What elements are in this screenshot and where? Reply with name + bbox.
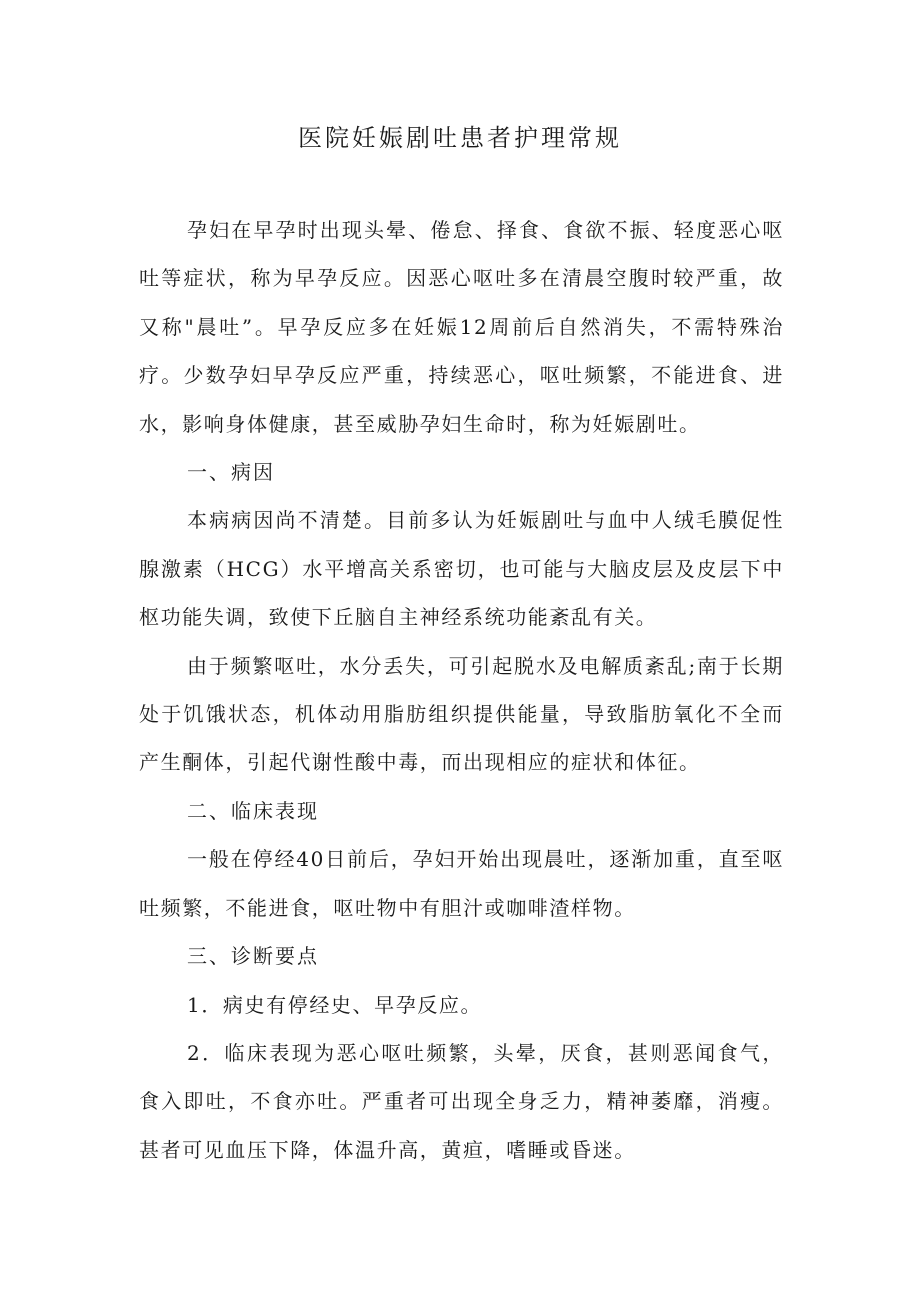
clinical-paragraph: 一般在停经40日前后，孕妇开始出现晨吐，逐渐加重，直至呕吐频繁，不能进食，呕吐物中有胆汁或咖啡渣样物。: [139, 847, 784, 920]
section-heading-clinical: 二、临床表现: [187, 798, 319, 823]
diagnosis-item-2: 2．临床表现为恶心呕吐频繁，头晕，厌食，甚则恶闻食气，食入即吐，不食亦吐。严重者可出现全身乏力，精神萎靡，消瘦。甚者可见血压下降，体温升高，黄疸，嗜睡或昏迷。: [139, 1040, 784, 1162]
section-heading-etiology: 一、病因: [187, 460, 275, 485]
intro-paragraph: 孕妇在早孕时出现头晕、倦怠、择食、食欲不振、轻度恶心呕吐等症状，称为早孕反应。因恶心呕吐多在清晨空腹时较严重，故又称"晨吐”。早孕反应多在妊娠12周前后自然消失，不需特殊治疗。少数孕妇早孕反应严重，持续恶心，呕吐频繁，不能进食、进水，影响身体健康，甚至威胁孕妇生命时，称为妊娠剧吐。: [139, 218, 784, 436]
page-title: 医院妊娠剧吐患者护理常规: [298, 124, 622, 152]
document-body: [139, 206, 784, 1174]
diagnosis-item-1: 1．病史有停经史、早孕反应。: [187, 992, 483, 1017]
section-heading-diagnosis: 三、诊断要点: [187, 944, 319, 969]
etiology-paragraph-2: 由于频繁呕吐，水分丢失，可引起脱水及电解质紊乱;南于长期处于饥饿状态，机体动用脂肪组织提供能量，导致脂肪氧化不全而产生酮体，引起代谢性酸中毒，而出现相应的症状和体征。: [139, 653, 784, 775]
etiology-paragraph-1: 本病病因尚不清楚。目前多认为妊娠剧吐与血中人绒毛膜促性腺激素（HCG）水平增高关系密切，也可能与大脑皮层及皮层下中枢功能失调，致使下丘脑自主神经系统功能紊乱有关。: [139, 508, 784, 630]
